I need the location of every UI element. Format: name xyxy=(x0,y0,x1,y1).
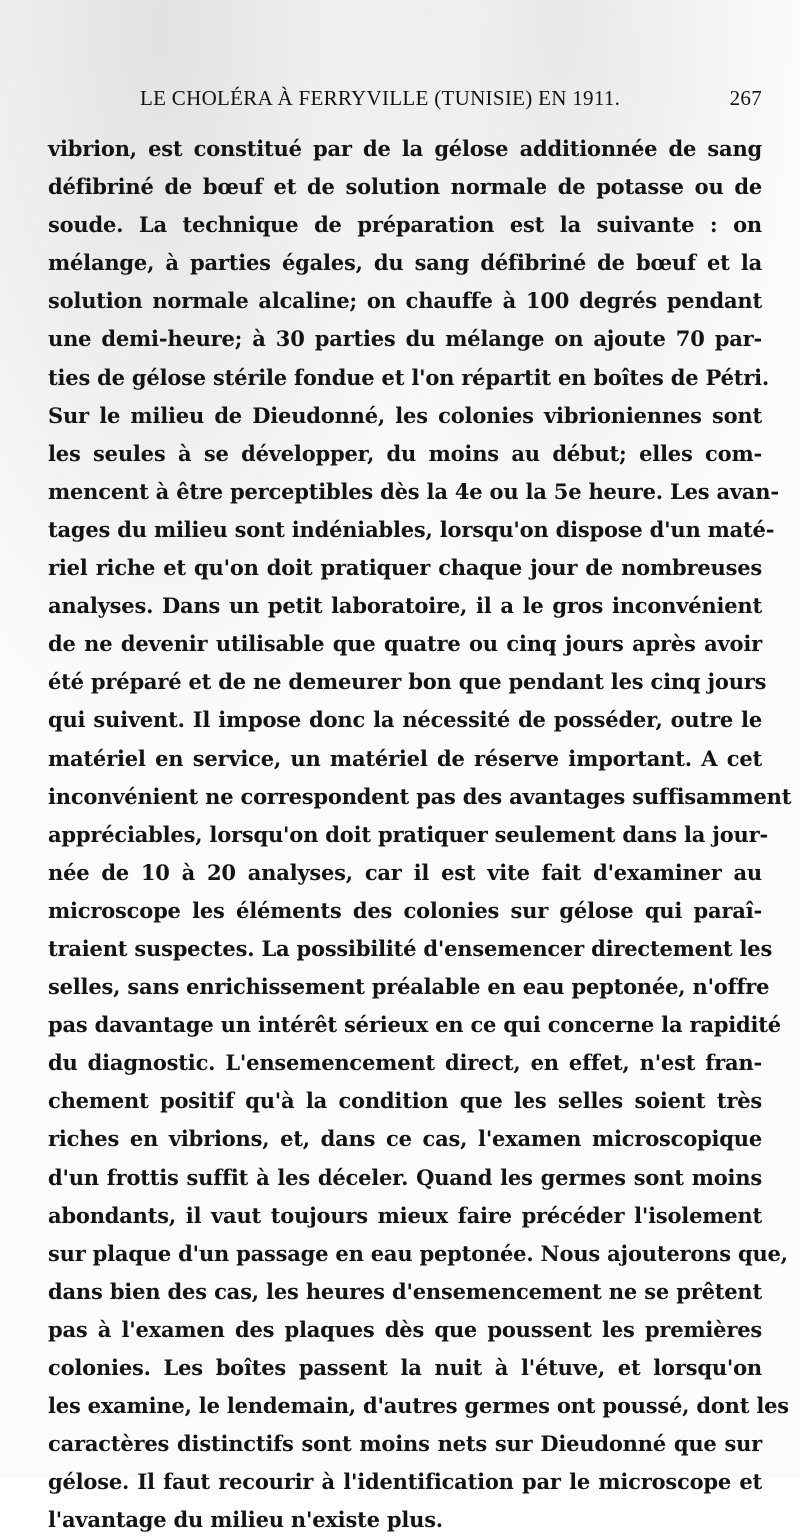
text-line: gélose. Il faut recourir à l'identification par le microscope et xyxy=(48,1469,762,1495)
text-line: née de 10 à 20 analyses, car il est vite fait d'examiner au xyxy=(48,859,762,885)
text-line: de ne devenir utilisable que quatre ou cinq jours après avoir xyxy=(48,631,762,657)
text-line: défibriné de bœuf et de solution normale de potasse ou de xyxy=(48,174,762,200)
running-header xyxy=(92,86,762,118)
text-line: été préparé et de ne demeurer bon que pendant les cinq jours xyxy=(48,669,767,695)
text-line: tages du milieu sont indéniables, lorsqu'on dispose d'un maté- xyxy=(48,516,775,542)
text-line: caractères distinctifs sont moins nets sur Dieudonné que sur xyxy=(48,1431,762,1457)
text-line: les examine, le lendemain, d'autres germes ont poussé, dont les xyxy=(48,1393,789,1419)
text-line: une demi-heure; à 30 parties du mélange on ajoute 70 par- xyxy=(48,326,762,352)
text-line: pas à l'examen des plaques dès que poussent les premières xyxy=(48,1316,762,1342)
text-line: traient suspectes. La possibilité d'ensemencer directement les xyxy=(48,935,773,961)
text-line: mélange, à parties égales, du sang défibriné de bœuf et la xyxy=(48,250,762,276)
text-line: vibrion, est constitué par de la gélose additionnée de sang xyxy=(48,136,762,161)
running-title: LE CHOLÉRA À FERRYVILLE (TUNISIE) EN 1911. xyxy=(140,86,621,110)
text-line: du diagnostic. L'ensemencement direct, en effet, n'est fran- xyxy=(48,1050,762,1076)
page-number: 267 xyxy=(729,86,762,110)
text-line: appréciables, lorsqu'on doit pratiquer seulement dans la jour- xyxy=(48,821,768,847)
text-line: microscope les éléments des colonies sur gélose qui paraî- xyxy=(48,897,762,923)
text-line: pas davantage un intérêt sérieux en ce qui concerne la rapidité xyxy=(48,1012,781,1038)
text-line: solution normale alcaline; on chauffe à 100 degrés pendant xyxy=(48,288,762,314)
text-line: ties de gélose stérile fondue et l'on répartit en boîtes de Pétri. xyxy=(48,364,769,390)
text-line: mencent à être perceptibles dès la 4e ou la 5e heure. Les avan- xyxy=(48,478,779,504)
text-line: l'avantage du milieu n'existe plus. xyxy=(48,1507,443,1533)
text-line: dans bien des cas, les heures d'ensemencement ne se prêtent xyxy=(48,1278,762,1304)
text-line: riel riche et qu'on doit pratiquer chaque jour de nombreuses xyxy=(48,555,762,581)
text-line: inconvénient ne correspondent pas des avantages suffisamment xyxy=(48,783,792,809)
body-text xyxy=(48,130,792,1539)
text-line: chement positif qu'à la condition que les selles soient très xyxy=(48,1088,762,1114)
text-line: d'un frottis suffit à les déceler. Quand les germes sont moins xyxy=(48,1164,762,1190)
text-line: analyses. Dans un petit laboratoire, il a le gros inconvénient xyxy=(48,593,762,619)
text-line: matériel en service, un matériel de réserve important. A cet xyxy=(48,745,762,771)
text-line: Sur le milieu de Dieudonné, les colonies vibrioniennes sont xyxy=(48,402,762,428)
text-line: sur plaque d'un passage en eau peptonée. Nous ajouterons que, xyxy=(48,1240,788,1266)
text-line: les seules à se développer, du moins au début; elles com- xyxy=(48,440,762,466)
text-line: colonies. Les boîtes passent la nuit à l'étuve, et lorsqu'on xyxy=(48,1355,762,1380)
text-line: selles, sans enrichissement préalable en eau peptonée, n'offre xyxy=(48,974,770,1000)
text-line: soude. La technique de préparation est la suivante : on xyxy=(48,212,762,238)
text-line: abondants, il vaut toujours mieux faire précéder l'isolement xyxy=(48,1202,762,1228)
text-line: riches en vibrions, et, dans ce cas, l'examen microscopique xyxy=(48,1126,762,1152)
text-line: qui suivent. Il impose donc la nécessité de posséder, outre le xyxy=(48,707,762,733)
